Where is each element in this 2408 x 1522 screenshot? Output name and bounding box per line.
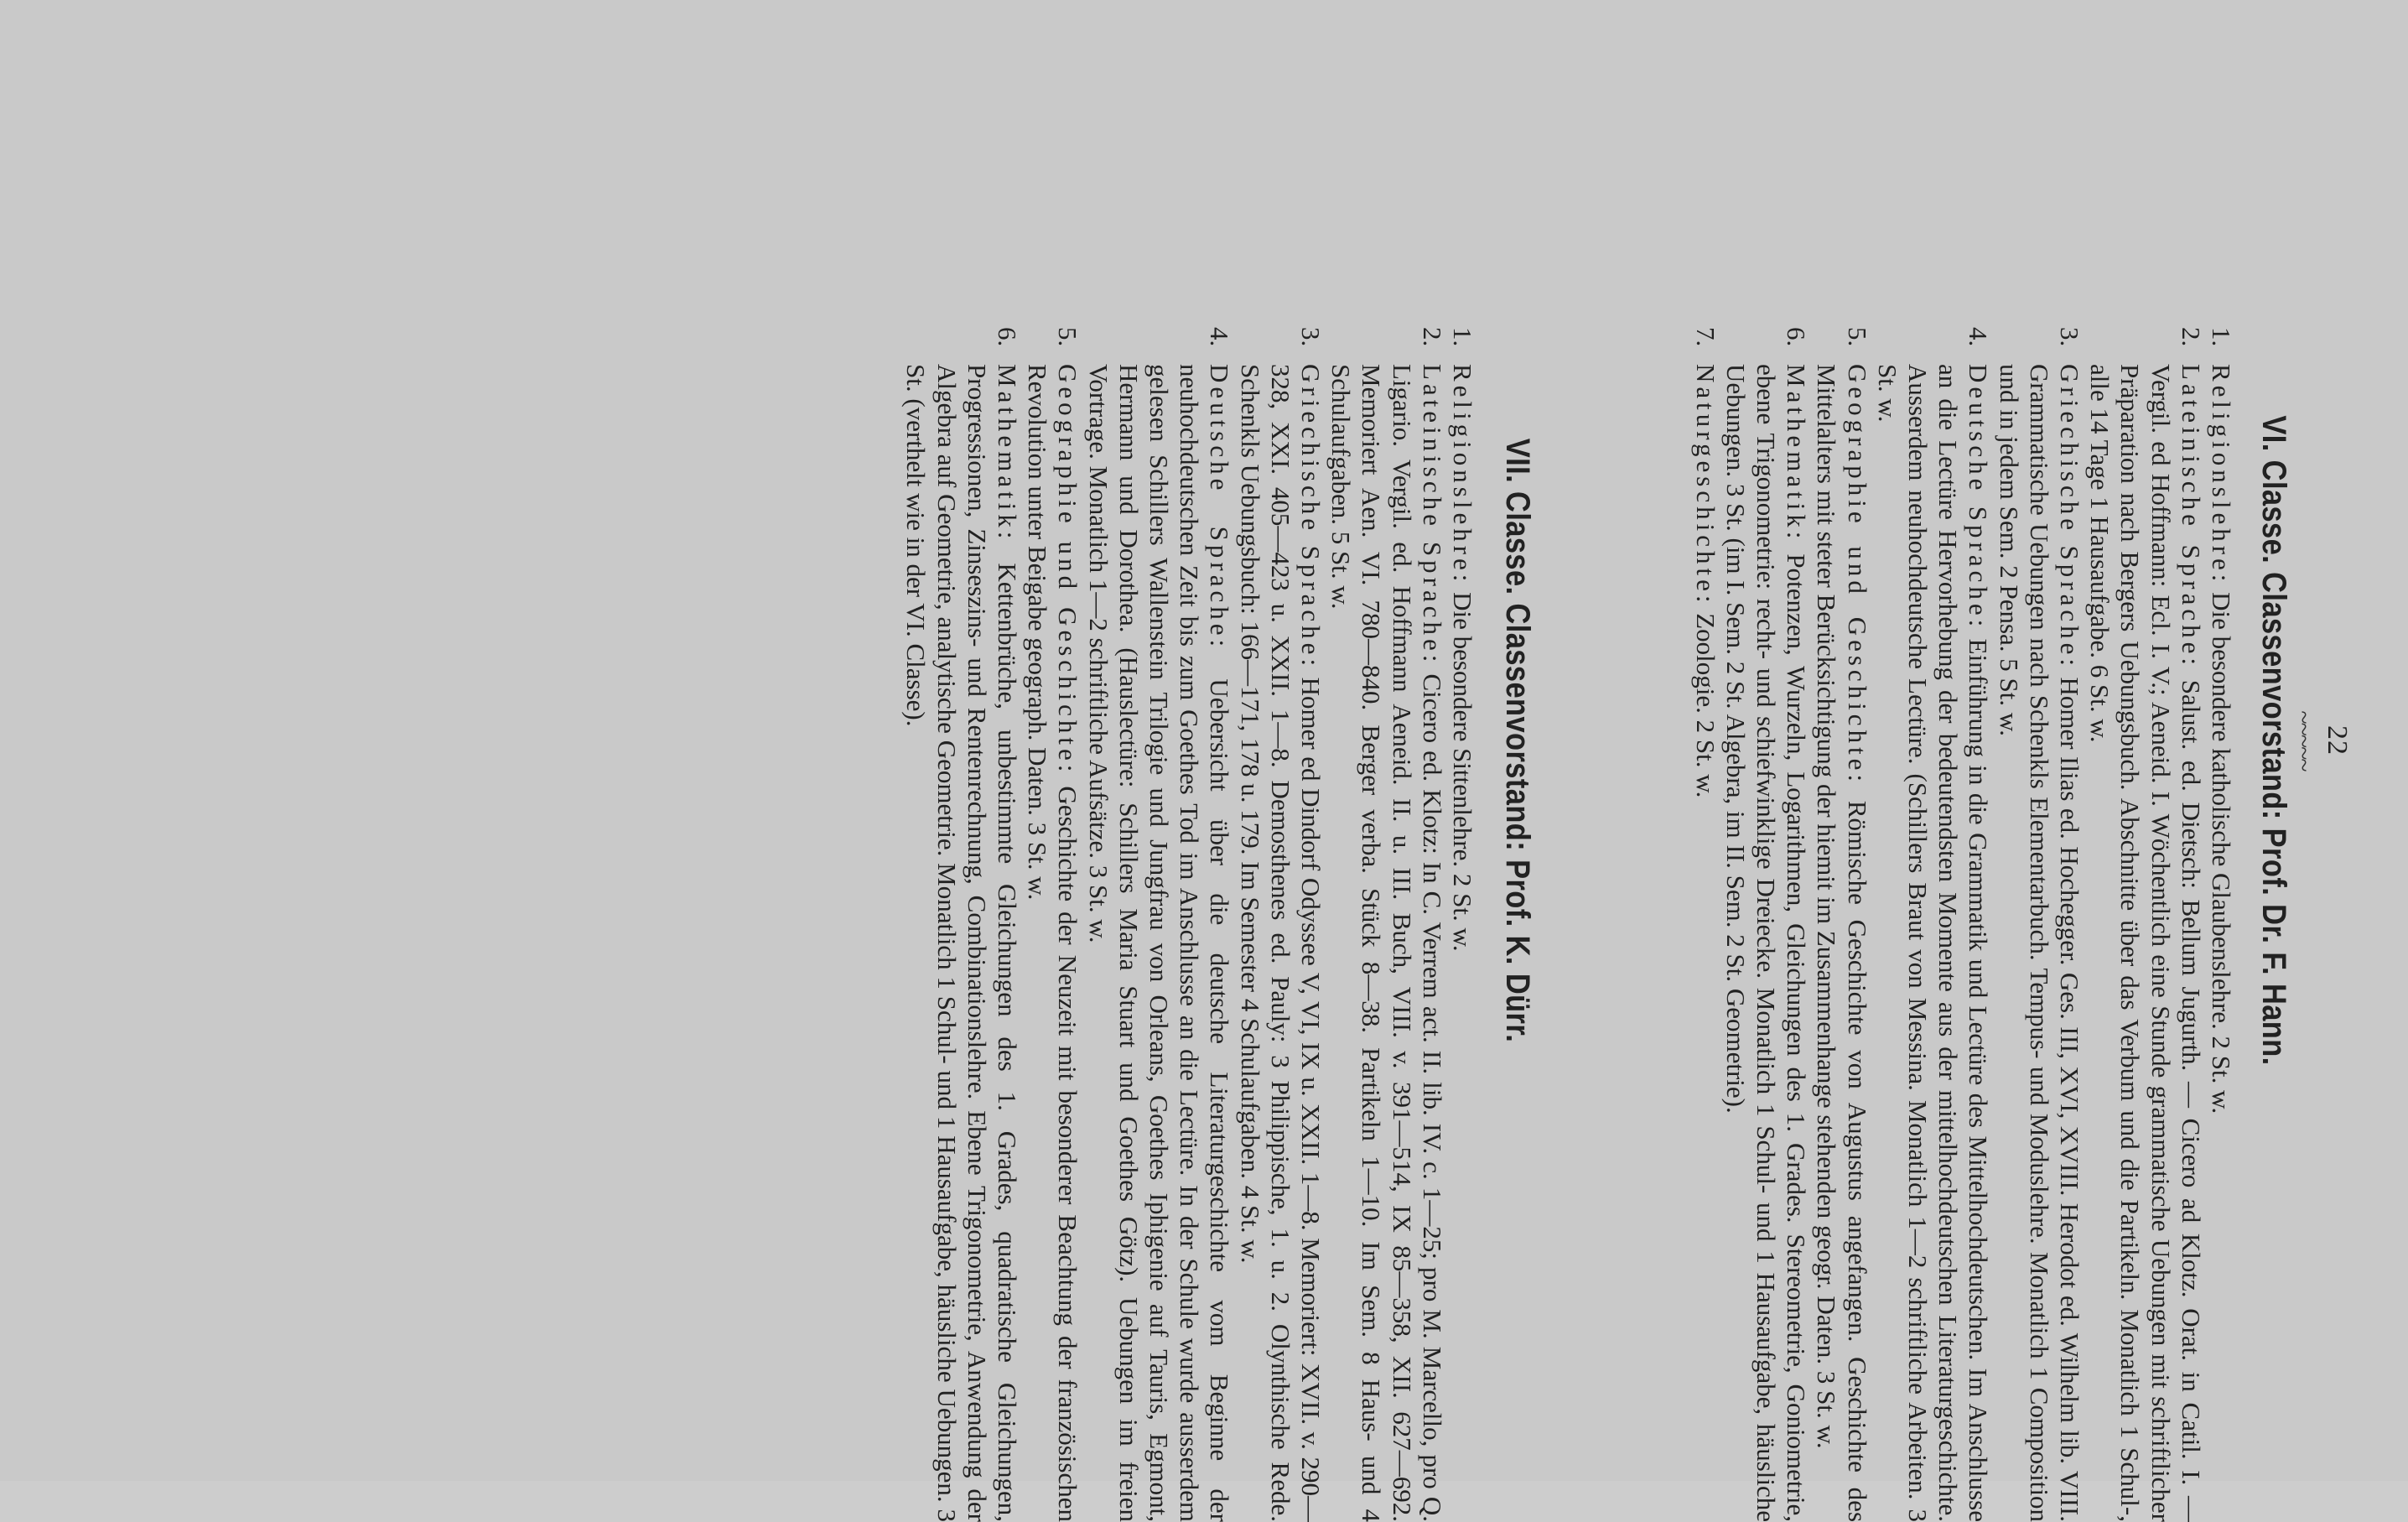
item-number: 2. <box>1417 327 1447 347</box>
list-item <box>1447 327 1477 1522</box>
item-number: 2. <box>2176 327 2206 347</box>
heading-vii-classe: VII. Classe. Classenvorstand: Prof. K. Dürr. <box>1499 438 1536 1043</box>
item-text: Römische Geschichte von Augustus angefangen. Geschichte des Mittelalters mit steter Berücksichtigung der hiemit im Zusammenhange stehenden geogr. Daten. 3 St. w. <box>1812 364 1872 1522</box>
item-number: 4. <box>1205 327 1235 347</box>
item-text: Uebersicht über die deutsche Literaturgeschichte vom Beginne der neuhochdeutschen Zeit bis zum Goethes Tod im Anschlusse an die Lectüre. In der Schule wurde ausserdem gelesen Schillers Wallenstein Trilogie und Jungfrau von Orleans, Goethes Iphigenie auf Tauris, Egmont, Hermann und Dorothea. (Hauslectüre: Schillers Maria Stuart und Goethes Götz). Uebungen im freien Vortrage. Monatlich 1—2 schriftliche Aufsätze. 3 St. w. <box>1083 364 1235 1522</box>
item-subject: Griechische Sprache: <box>1295 364 1326 671</box>
item-subject: Naturgeschichte: <box>1690 364 1720 607</box>
list-item <box>1993 327 2084 1522</box>
item-number: 1. <box>1448 327 1477 347</box>
item-text: Salust. ed. Dietsch: Bellum Jugurth. — Cicero ad Klotz. Orat. in Catil. I. — Vergil. ed Hoffmann: Ecl. I. V.; Aeneid. I. Wöchentlich eine Stunde grammatische Uebungen mit schriftlicher Präparation nach Bergers Uebungsbuch. Abschnitte über das Verbum und die Partikeln. Monatlich 1 Schul-, alle 14 Tage 1 Hausaufgabe. 6 St. w. <box>2085 364 2206 1522</box>
item-number: 5. <box>1842 327 1872 347</box>
item-subject: Griechische Sprache: <box>2054 364 2084 670</box>
heading-vi-classe: VI. Classe. Classenvorstand: Prof. Dr. F. Hann. <box>2255 415 2292 1066</box>
item-subject: Religionslehre: <box>1448 364 1477 586</box>
item-subject: Mathematik: <box>1782 364 1812 543</box>
list-item <box>2084 327 2206 1522</box>
list-item <box>1082 327 1234 1522</box>
item-number: 5. <box>1053 327 1083 347</box>
item-number: 4. <box>1964 327 1994 347</box>
item-number: 1. <box>2207 327 2236 347</box>
item-subject: Deutsche Sprache: <box>1205 364 1235 652</box>
item-subject: Religionslehre: <box>2207 364 2236 586</box>
item-number: 3. <box>2054 327 2084 347</box>
ornament-flourish: ~~~~~ <box>2290 710 2317 771</box>
item-subject: Lateinische Sprache: <box>1417 364 1447 667</box>
item-text: Homer ed Dindorf Odyssee V, VI, IX u. XXII. 1—8. Memoriert: XVII. v. 290—328, XXI. 405—423 u. XXII. 1—8. Demosthenes ed. Pauly: 3 Philippische, 1. u. 2. Olynthische Rede. Schenkls Uebungsbuch: 166—171, 178 u. 179. Im Semester 4 Schulaufgaben. 4 St. w. <box>1235 364 1326 1522</box>
list-item <box>1689 327 1720 1522</box>
list-item <box>2206 327 2236 1522</box>
item-subject: Geographie und Geschichte: <box>1053 364 1083 777</box>
item-subject: Deutsche Sprache: <box>1964 364 1994 631</box>
list-item <box>900 327 1022 1522</box>
list-item <box>1811 327 1871 1522</box>
item-subject: Geographie und Geschichte: <box>1842 364 1872 787</box>
item-text: Zoologie. 2 St. w. <box>1690 606 1720 798</box>
item-text: Cicero ed. Klotz: In C. Verrem act. II. lib. IV. c. 1—25; pro M. Marcello, pro Q. Ligario. Vergil. ed. Hoffmann Aeneid. II. u. III. Buch, VIII. v. 391—514, IX 85—358, XII. 627—692. Memoriert Aen. VI. 780—840. Berger verba. Stück 8—38. Partikeln 1—10. Im Sem. 8 Haus- und 4 Schulaufgaben. 5 St. w. <box>1326 364 1447 1522</box>
section-vi-classe <box>1689 327 2236 1522</box>
item-text: Die besondere Sittenlehre. 2 St. w. <box>1448 585 1477 952</box>
item-text: Geschichte der Neuzeit mit besonderer Beachtung der französischen Revolution unter Beigabe geograph. Daten. 3 St. w. <box>1023 364 1083 1522</box>
item-number: 6. <box>992 327 1022 347</box>
item-number: 3. <box>1295 327 1326 347</box>
item-text: Kettenbrüche, unbestimmte Gleichungen des 1. Grades, quadratische Gleichungen, Progressionen, Zinseszins- und Rentenrechnung, Combinationslehre. Ebene Trigonometrie, Anwendung der Algebra auf Geometrie, analytische Geometrie. Monatlich 1 Schul- und 1 Hausaufgabe, häusliche Uebungen. 3 St. (verthelt wie in der VI. Classe). <box>901 364 1022 1522</box>
item-text: Die besondere katholische Glaubenslehre. 2 St. w. <box>2207 585 2236 1114</box>
page-number: 22 <box>2322 725 2353 756</box>
item-number: 6. <box>1782 327 1812 347</box>
item-subject: Mathematik: <box>992 364 1022 543</box>
section-vii-classe <box>900 327 1477 1522</box>
list-item <box>1022 327 1082 1522</box>
list-item <box>1872 327 1994 1522</box>
list-item <box>1234 327 1326 1522</box>
item-text: Homer Ilias ed. Hochegger. Ges. III, XVI, XVIII. Herodot ed. Wilhelm lib. VIII. Grammatische Uebungen nach Schenkls Elementarbuch. Tempus- und Moduslehre. Monatlich 1 Composition und in jedem Sem. 2 Pensa. 5 St. w. <box>1994 364 2084 1522</box>
item-number: 7. <box>1690 327 1720 347</box>
item-text: Potenzen, Wurzeln, Logarithmen, Gleichungen des 1. Grades. Stereometrie, Goniometrie, ebene Trigonometrie: recht- und schiefwinklige Dreiecke. Monatlich 1 Schul- und 1 Hausaufgabe, häusliche Uebungen. 3 St. (im I. Sem. 2 St. Algebra, im II. Sem. 2 St. Geometrie). <box>1720 364 1812 1522</box>
list-item <box>1720 327 1812 1522</box>
item-text: Einführung in die Grammatik und Lectüre des Mittelhochdeutschen. Im Anschlusse an die Lectüre Hervorhebung der bedeutendsten Momente aus der mittelhochdeutschen Literaturgeschichte. Ausserdem neuhochdeutsche Lectüre. (Schillers Braut von Messina. Monatlich 1—2 schriftliche Arbeiten. 3 St. w. <box>1872 364 1994 1522</box>
item-subject: Lateinische Sprache: <box>2176 364 2206 670</box>
list-item <box>1326 327 1447 1522</box>
